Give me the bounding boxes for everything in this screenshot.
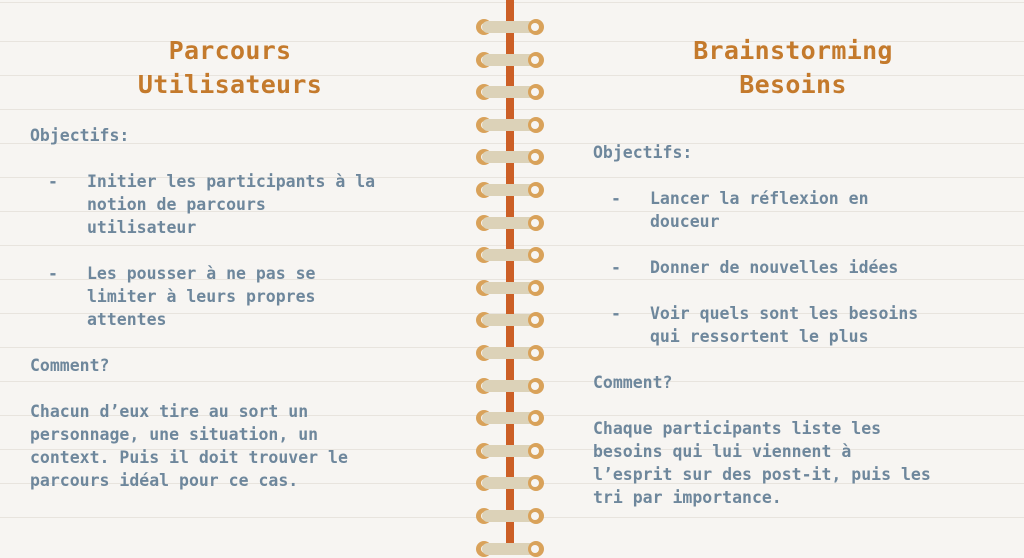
right-how-label: Comment? [593,373,673,392]
ring-hole [528,378,544,394]
binding-ring [474,311,546,329]
ring-hole [528,475,544,491]
ring-hole [528,345,544,361]
binding-ring [474,214,546,232]
right-page-body [593,141,1003,509]
spiral-binding [474,0,546,549]
list-item-line: douceur [650,212,720,231]
para-line: personnage, une situation, un [30,425,319,444]
right-objectives-list [593,187,1003,348]
list-item-line: limiter à leurs propres [87,287,316,306]
left-page-body [30,124,440,492]
para-line: besoins qui lui viennent à [593,442,852,461]
list-item-line: notion de parcours [87,195,266,214]
bullet-dash: - [611,189,621,208]
para-line: Chacun d’eux tire au sort un [30,402,309,421]
list-item [30,262,440,331]
binding-ring [474,474,546,492]
left-page [30,0,440,549]
bullet-dash: - [48,264,58,283]
left-objectives-list [30,170,440,331]
binding-ring [474,344,546,362]
list-item-line: attentes [87,310,167,329]
para-line: context. Puis il doit trouver le [30,448,348,467]
right-title-line-1: Brainstorming [693,36,893,65]
left-title-line-1: Parcours [168,36,292,65]
binding-ring [474,409,546,427]
list-item-line: utilisateur [87,218,197,237]
list-item-line: Initier les participants à la [87,172,376,191]
list-item-line: Les pousser à ne pas se [87,264,316,283]
list-item [593,187,1003,233]
binding-ring [474,246,546,264]
list-item [30,170,440,239]
list-item [593,256,1003,279]
ring-hole [528,443,544,459]
binding-ring [474,116,546,134]
ring-hole [528,280,544,296]
binding-ring [474,18,546,36]
left-title-line-2: Utilisateurs [137,70,323,99]
binding-ring [474,83,546,101]
right-objectives-label: Objectifs: [593,143,693,162]
ring-hole [528,117,544,133]
bullet-dash: - [48,172,58,191]
ring-hole [528,247,544,263]
binding-ring [474,279,546,297]
list-item-line: Lancer la réflexion en [650,189,869,208]
ring-hole [528,215,544,231]
ring-hole [528,52,544,68]
left-how-text [30,400,440,492]
list-item-line: Voir quels sont les besoins [650,304,919,323]
list-item-line: qui ressortent le plus [650,327,869,346]
left-objectives-label: Objectifs: [30,126,130,145]
ring-hole [528,312,544,328]
bullet-dash: - [611,258,621,277]
binding-ring [474,507,546,525]
para-line: l’esprit sur des post-it, puis les [593,465,931,484]
ring-hole [528,508,544,524]
right-page-title [593,34,993,102]
ring-hole [528,182,544,198]
ring-hole [528,84,544,100]
right-page [593,0,1003,549]
para-line: tri par importance. [593,488,782,507]
binding-ring [474,442,546,460]
binding-ring [474,181,546,199]
ring-hole [528,410,544,426]
binding-ring [474,51,546,69]
para-line: Chaque participants liste les [593,419,882,438]
right-how-text [593,417,1003,509]
ring-hole [528,19,544,35]
binding-ring [474,377,546,395]
bullet-dash: - [611,304,621,323]
list-item-line: Donner de nouvelles idées [650,258,899,277]
left-how-label: Comment? [30,356,110,375]
ring-hole [528,149,544,165]
binding-ring [474,148,546,166]
list-item [593,302,1003,348]
right-title-line-2: Besoins [739,70,847,99]
left-page-title [30,34,430,102]
para-line: parcours idéal pour ce cas. [30,471,299,490]
